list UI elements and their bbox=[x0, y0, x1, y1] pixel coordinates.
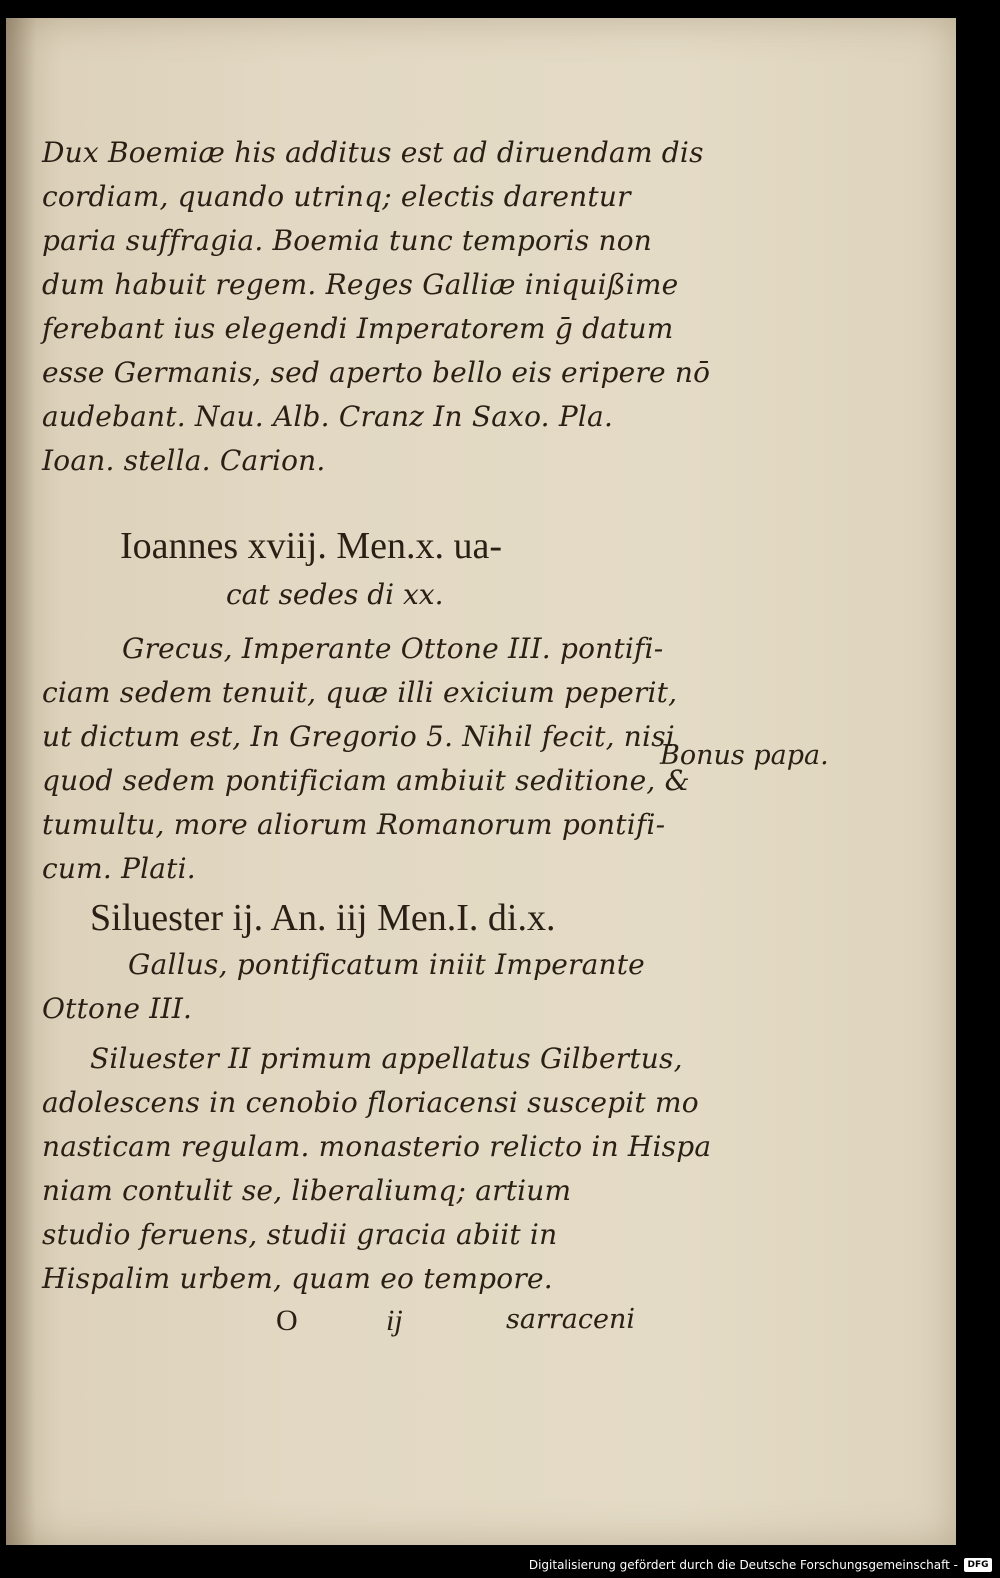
text-line: tumultu, more aliorum Romanorum pontifi- bbox=[42, 808, 666, 841]
gutter-shadow bbox=[6, 18, 36, 1545]
text-line: quod sedem pontificiam ambiuit seditione, & bbox=[42, 764, 690, 797]
text-line: audebant. Nau. Alb. Cranz In Saxo. Pla. bbox=[42, 400, 614, 433]
text-line: Gallus, pontificatum iniit Imperante bbox=[128, 948, 645, 981]
catchword: sarraceni bbox=[506, 1304, 635, 1335]
text-line: Ottone III. bbox=[42, 992, 193, 1025]
text-line: dum habuit regem. Reges Galliæ iniquißime bbox=[42, 268, 679, 301]
pope-heading-sub: cat sedes di xx. bbox=[226, 578, 444, 611]
text-line: ferebant ius elegendi Imperatorem ḡ datum bbox=[42, 312, 674, 345]
dfg-logo: DFG bbox=[964, 1558, 992, 1572]
text-line: niam contulit se, liberaliumq; artium bbox=[42, 1174, 572, 1207]
text-line: Ioan. stella. Carion. bbox=[42, 444, 326, 477]
text-line: esse Germanis, sed aperto bello eis eripere nō bbox=[42, 356, 711, 389]
text-line: cordiam, quando utrinq; electis darentur bbox=[42, 180, 631, 213]
text-line: studio feruens, studii gracia abiit in bbox=[42, 1218, 558, 1251]
pope-heading: Ioannes xviij. Men.x. ua- bbox=[120, 525, 503, 567]
text-line: Hispalim urbem, quam eo tempore. bbox=[42, 1262, 553, 1295]
text-line: cum. Plati. bbox=[42, 852, 196, 885]
text-line: paria suffragia. Boemia tunc temporis non bbox=[42, 224, 653, 257]
footer-credit: Digitalisierung gefördert durch die Deutsche Forschungsgemeinschaft - bbox=[528, 1558, 958, 1572]
signature-number: ij bbox=[386, 1304, 403, 1337]
pope-heading: Siluester ij. An. iij Men.I. di.x. bbox=[90, 897, 556, 939]
text-line: nasticam regulam. monasterio relicto in Hispa bbox=[42, 1130, 712, 1163]
marginal-note: Bonus papa. bbox=[660, 740, 829, 771]
text-line: Siluester II primum appellatus Gilbertus, bbox=[90, 1042, 683, 1075]
text-line: ciam sedem tenuit, quæ illi exicium peperit, bbox=[42, 676, 678, 709]
text-line: adolescens in cenobio floriacensi suscepit mo bbox=[42, 1086, 699, 1119]
text-line: Dux Boemiæ his additus est ad diruendam dis bbox=[42, 136, 704, 169]
text-line: ut dictum est, In Gregorio 5. Nihil fecit, nisi bbox=[42, 720, 675, 753]
book-page bbox=[6, 18, 956, 1545]
signature-mark: O bbox=[276, 1304, 298, 1337]
footer-bar bbox=[0, 1548, 1000, 1578]
text-line: Grecus, Imperante Ottone III. pontifi- bbox=[122, 632, 664, 665]
